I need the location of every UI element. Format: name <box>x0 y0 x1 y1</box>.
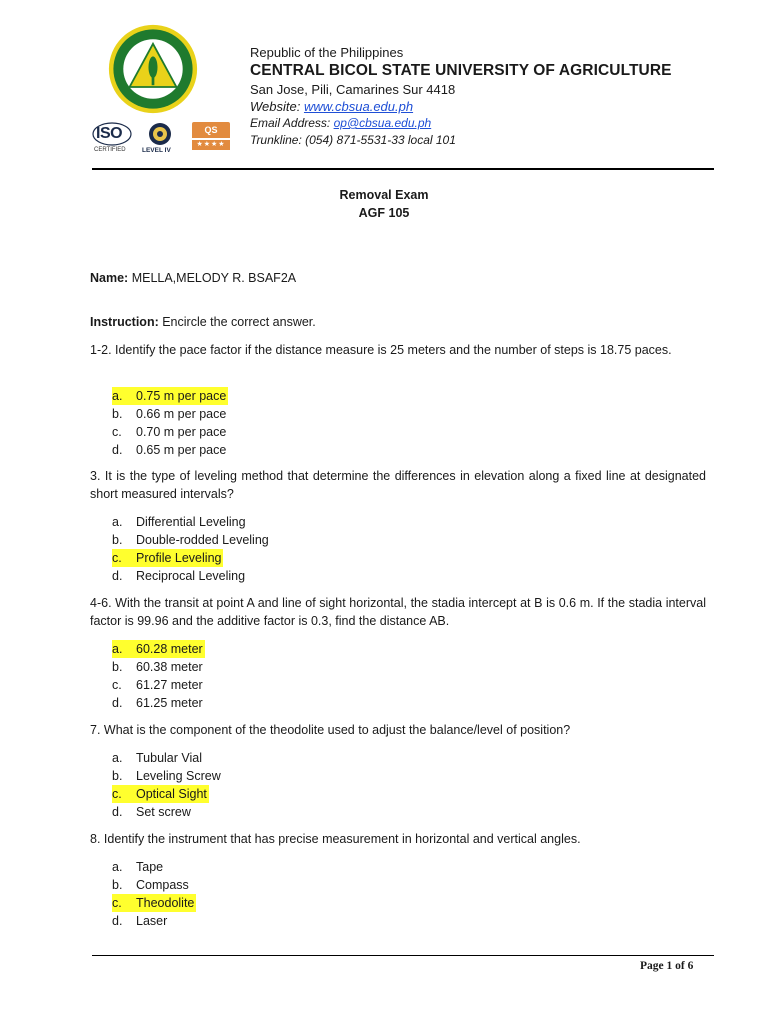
option-letter: b. <box>112 769 123 783</box>
option-text: Reciprocal Leveling <box>136 569 246 583</box>
option-text: Optical Sight <box>136 787 207 801</box>
question-7: 7. What is the component of the theodolite used to adjust the balance/level of position? <box>90 723 571 737</box>
iso-certified-badge <box>92 122 132 160</box>
option-item[interactable] <box>112 640 205 658</box>
option-text: 0.65 m per pace <box>136 443 227 457</box>
student-name: MELLA,MELODY R. BSAF2A <box>128 271 297 285</box>
options-7 <box>112 749 221 821</box>
option-text: 0.75 m per pace <box>136 389 227 403</box>
option-item[interactable] <box>112 423 228 441</box>
option-item[interactable] <box>112 858 196 876</box>
question-3: 3. It is the type of leveling method that determine the differences in elevation along a fixed line at designated short measured intervals? <box>90 469 706 501</box>
option-text: Set screw <box>136 805 191 819</box>
option-item[interactable] <box>112 785 221 803</box>
option-item[interactable] <box>112 567 269 585</box>
question-1-2: 1-2. Identify the pace factor if the distance measure is 25 meters and the number of steps is 18.75 paces. <box>90 343 672 357</box>
option-item[interactable] <box>112 676 205 694</box>
option-letter: c. <box>112 678 122 692</box>
university-seal-icon <box>108 24 198 114</box>
course-code: AGF 105 <box>358 206 410 220</box>
options-4-6 <box>112 640 205 712</box>
qs-stars-badge <box>192 122 230 160</box>
instruction-line <box>90 314 706 332</box>
option-letter: d. <box>112 696 123 710</box>
option-item[interactable] <box>112 441 228 459</box>
footer-divider <box>92 955 714 956</box>
option-item[interactable] <box>112 513 269 531</box>
option-item[interactable] <box>112 387 228 405</box>
option-text: Theodolite <box>136 896 195 910</box>
option-letter: a. <box>112 751 123 765</box>
option-item[interactable] <box>112 749 221 767</box>
option-letter: c. <box>112 551 122 565</box>
options-8 <box>112 858 196 930</box>
option-item[interactable] <box>112 912 196 930</box>
option-item[interactable] <box>112 531 269 549</box>
option-text: 0.66 m per pace <box>136 407 227 421</box>
accreditation-badges <box>92 122 232 162</box>
option-text: Differential Leveling <box>136 515 246 529</box>
options-3 <box>112 513 269 585</box>
level-label: LEVEL IV <box>142 147 171 154</box>
option-text: 61.27 meter <box>136 678 203 692</box>
student-name-line <box>90 270 706 288</box>
option-item[interactable] <box>112 894 196 912</box>
question-4-6: 4-6. With the transit at point A and line of sight horizontal, the stadia intercept at B is 0.6 m. If the stadia interval factor is 99.96 and the additive factor is 0.3, find the distance AB. <box>90 596 706 628</box>
option-letter: a. <box>112 642 123 656</box>
trunkline-line: Trunkline: (054) 871-5531-33 local 101 <box>250 133 456 147</box>
question-8: 8. Identify the instrument that has precise measurement in horizontal and vertical angles. <box>90 832 581 846</box>
iso-label: ISO <box>96 125 123 142</box>
qs-stars: ★★★★ <box>192 140 230 150</box>
option-letter: a. <box>112 860 123 874</box>
option-letter: c. <box>112 787 122 801</box>
email-line <box>250 115 730 132</box>
university-name: CENTRAL BICOL STATE UNIVERSITY OF AGRICULTURE <box>250 62 672 79</box>
qs-label: QS <box>192 122 230 138</box>
option-text: Laser <box>136 914 168 928</box>
option-item[interactable] <box>112 694 205 712</box>
letterhead <box>250 44 730 149</box>
option-letter: b. <box>112 407 123 421</box>
option-text: Tubular Vial <box>136 751 203 765</box>
country-line: Republic of the Philippines <box>250 45 404 60</box>
website-link[interactable]: www.cbsua.edu.ph <box>303 99 414 114</box>
option-text: 60.28 meter <box>136 642 203 656</box>
iso-sub-label: CERTIFIED <box>94 147 126 153</box>
level-badge <box>140 122 180 160</box>
options-1-2 <box>112 387 228 459</box>
instruction-text: Encircle the correct answer. <box>158 315 316 329</box>
option-text: Leveling Screw <box>136 769 221 783</box>
option-letter: b. <box>112 660 123 674</box>
option-letter: c. <box>112 896 122 910</box>
option-text: Tape <box>136 860 164 874</box>
option-letter: d. <box>112 914 123 928</box>
option-text: 61.25 meter <box>136 696 203 710</box>
header-divider <box>92 168 714 170</box>
accreditation-medal-icon <box>148 122 172 146</box>
website-label: Website: <box>250 99 304 114</box>
option-item[interactable] <box>112 658 205 676</box>
exam-title: Removal Exam <box>339 188 429 202</box>
option-text: 0.70 m per pace <box>136 425 227 439</box>
option-letter: a. <box>112 515 123 529</box>
email-label: Email Address: <box>250 116 334 130</box>
option-letter: d. <box>112 805 123 819</box>
option-text: Profile Leveling <box>136 551 222 565</box>
website-line <box>250 98 730 115</box>
instruction-label: Instruction: <box>90 315 159 329</box>
option-letter: a. <box>112 389 123 403</box>
option-item[interactable] <box>112 803 221 821</box>
option-item[interactable] <box>112 876 196 894</box>
option-letter: d. <box>112 569 123 583</box>
address-line: San Jose, Pili, Camarines Sur 4418 <box>250 82 456 97</box>
page-number: Page 1 of 6 <box>640 960 694 972</box>
option-text: Compass <box>136 878 189 892</box>
email-link[interactable]: op@cbsua.edu.ph <box>333 116 432 130</box>
option-item[interactable] <box>112 549 269 567</box>
option-item[interactable] <box>112 405 228 423</box>
name-label: Name: <box>90 271 129 285</box>
option-text: 60.38 meter <box>136 660 203 674</box>
option-letter: b. <box>112 533 123 547</box>
option-letter: b. <box>112 878 123 892</box>
option-letter: c. <box>112 425 122 439</box>
option-letter: d. <box>112 443 123 457</box>
option-text: Double-rodded Leveling <box>136 533 269 547</box>
option-item[interactable] <box>112 767 221 785</box>
